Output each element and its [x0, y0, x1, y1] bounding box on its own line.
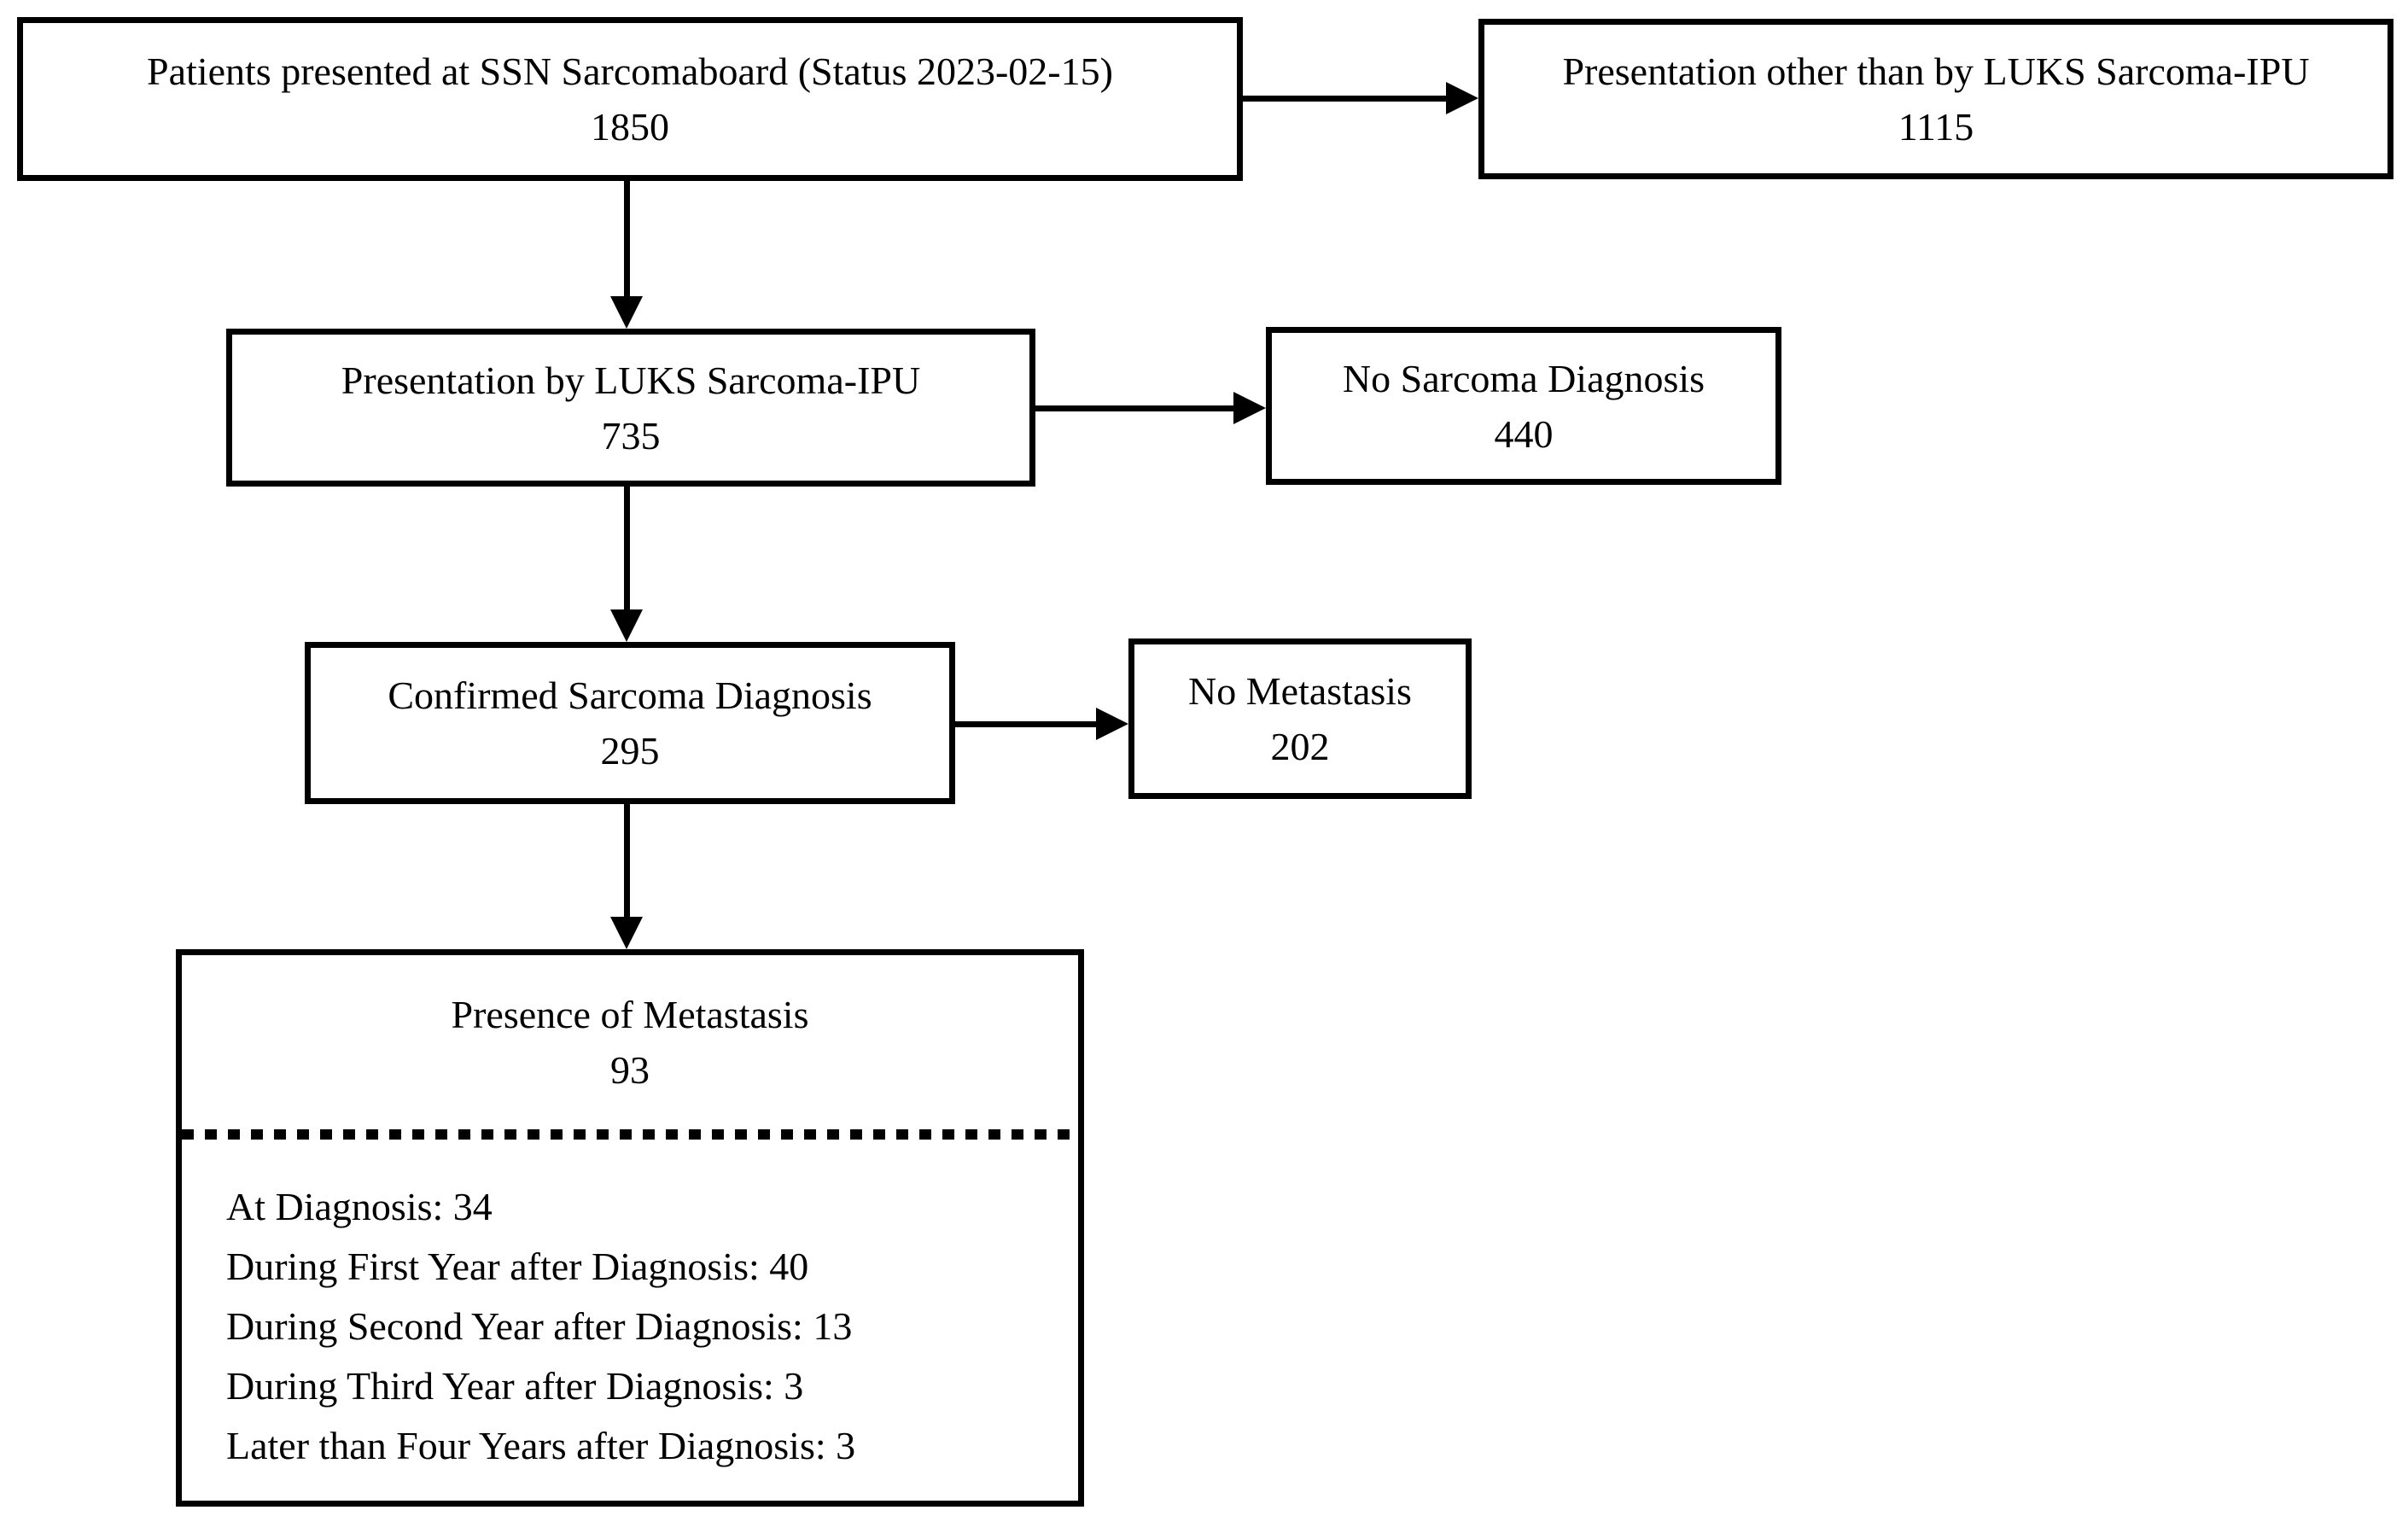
box-value: 440 [1494, 411, 1554, 456]
box-label: Presence of Metastasis [451, 993, 809, 1036]
box-value: 1115 [1898, 105, 1974, 149]
arrow-line [955, 721, 1096, 727]
box-value: 735 [601, 413, 661, 458]
box-label: Confirmed Sarcoma Diagnosis [388, 673, 872, 717]
arrowhead-down-icon [610, 917, 643, 949]
metastasis-header [182, 955, 1078, 1129]
arrow-line [624, 487, 630, 609]
arrow-luks-to-no-sarcoma [1035, 392, 1266, 424]
box-value: 295 [600, 729, 660, 773]
arrowhead-right-icon [1096, 708, 1128, 740]
arrow-confirmed-to-no-metastasis [955, 708, 1128, 740]
breakdown-item-at-diagnosis: At Diagnosis: 34 [226, 1185, 493, 1228]
arrowhead-down-icon [610, 609, 643, 642]
box-label: No Metastasis [1188, 669, 1412, 713]
box-label: Presentation by LUKS Sarcoma-IPU [341, 358, 921, 402]
flow-box-no-metastasis [1128, 638, 1472, 799]
breakdown-item-first-year: During First Year after Diagnosis: 40 [226, 1245, 809, 1288]
box-label: Patients presented at SSN Sarcomaboard (Status 2023-02-15) [147, 50, 1113, 93]
arrow-line [1035, 405, 1233, 411]
arrowhead-right-icon [1446, 82, 1478, 114]
arrow-line [624, 181, 630, 296]
box-label: Presentation other than by LUKS Sarcoma-IPU [1562, 50, 2310, 93]
arrow-line [624, 804, 630, 917]
flow-box-confirmed-sarcoma [305, 642, 955, 804]
dotted-divider [182, 1129, 1078, 1140]
breakdown-item-later-years: Later than Four Years after Diagnosis: 3 [226, 1424, 856, 1467]
flow-box-other-presentation [1478, 19, 2393, 179]
flow-box-no-sarcoma [1266, 327, 1781, 485]
box-value: 202 [1270, 725, 1330, 768]
arrow-sarcomaboard-to-luks [610, 181, 643, 329]
flow-box-sarcomaboard [17, 17, 1243, 181]
arrowhead-down-icon [610, 296, 643, 329]
arrow-confirmed-to-metastasis [610, 804, 643, 949]
flow-box-presence-of-metastasis [176, 949, 1084, 1507]
arrow-sarcomaboard-to-other-presentation [1243, 82, 1478, 114]
box-value: 1850 [591, 105, 669, 149]
arrowhead-right-icon [1233, 392, 1266, 424]
breakdown-item-second-year: During Second Year after Diagnosis: 13 [226, 1304, 853, 1348]
breakdown-item-third-year: During Third Year after Diagnosis: 3 [226, 1364, 804, 1408]
arrow-luks-to-confirmed [610, 487, 643, 642]
flow-box-luks-presentation [226, 329, 1035, 487]
metastasis-breakdown-list [182, 1140, 1078, 1476]
box-label: No Sarcoma Diagnosis [1342, 356, 1705, 400]
box-value: 93 [610, 1048, 650, 1092]
arrow-line [1243, 96, 1446, 102]
